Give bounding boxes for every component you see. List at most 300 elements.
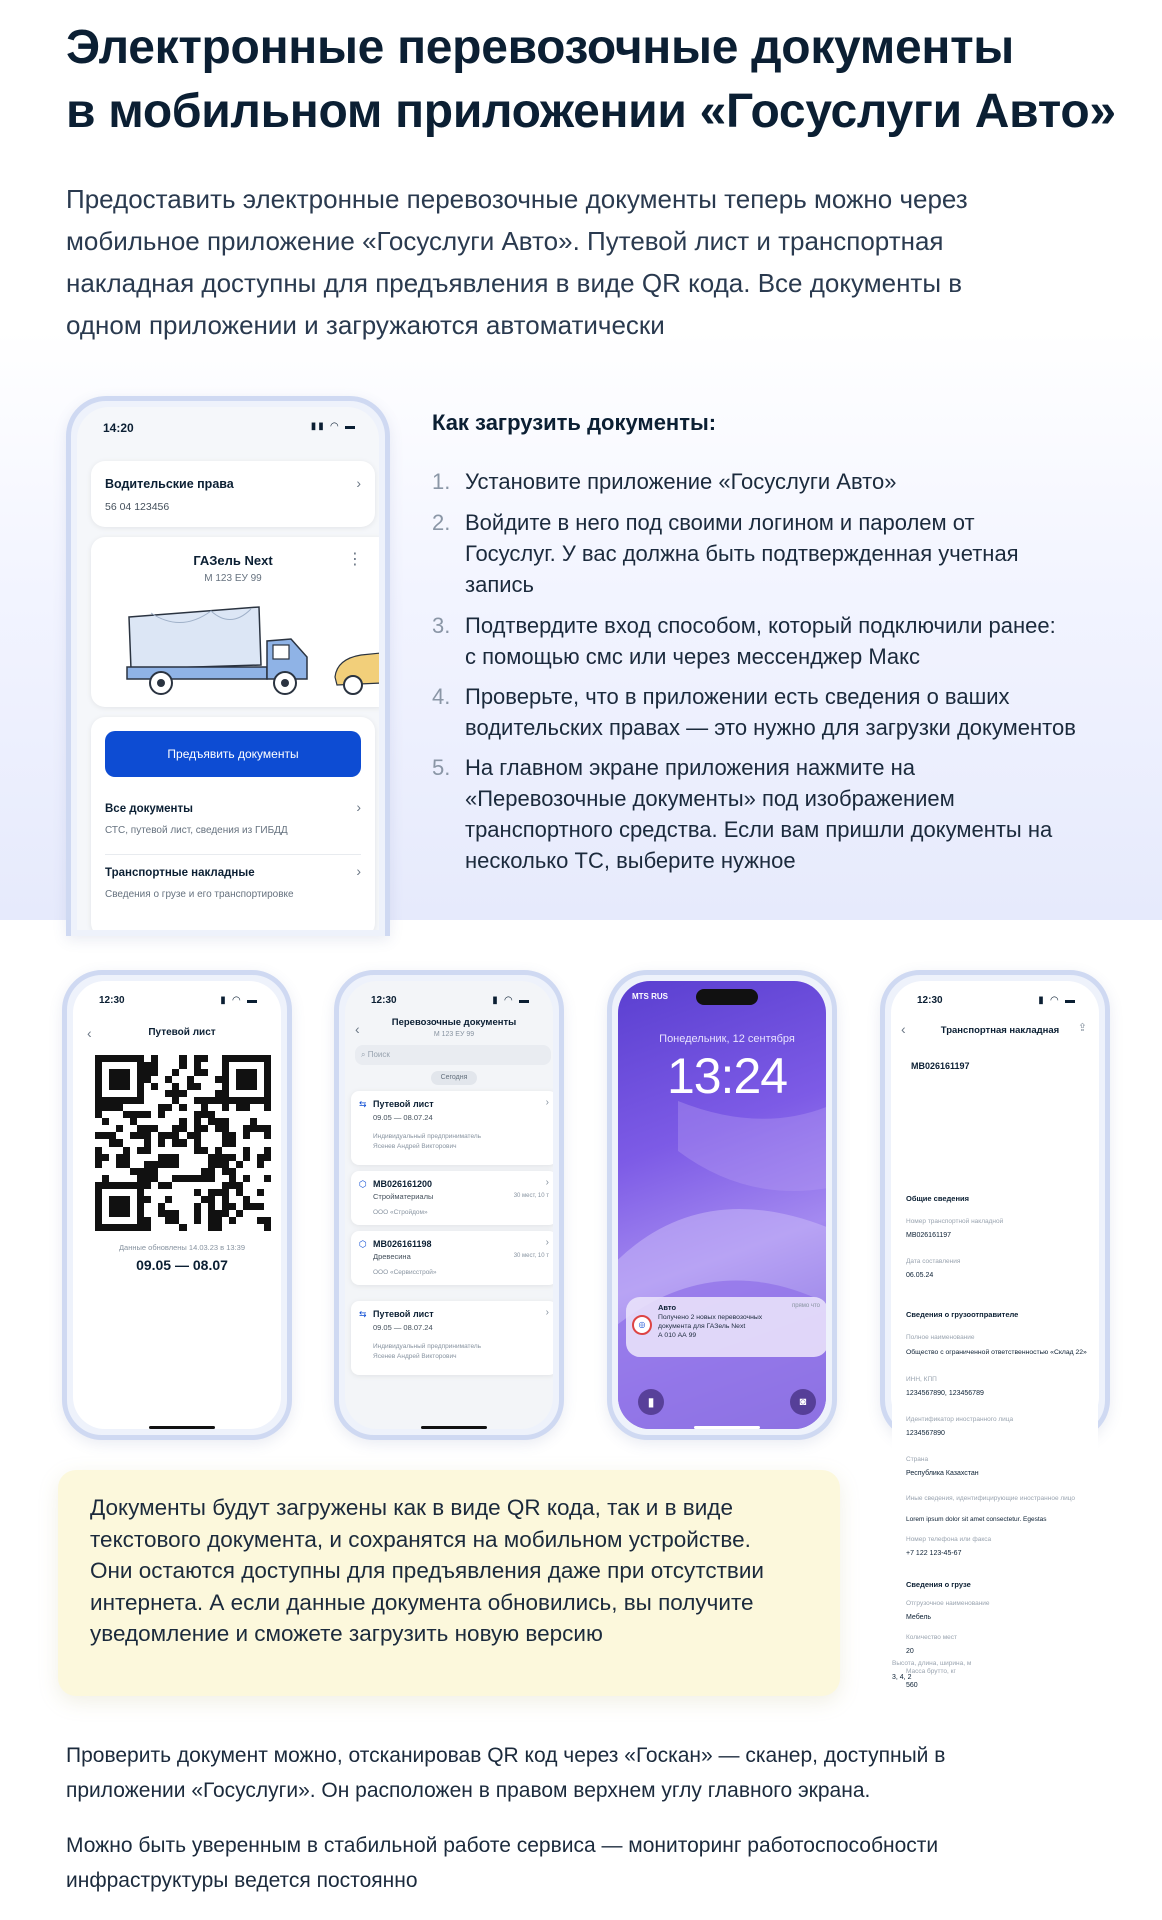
home-indicator (149, 1426, 215, 1429)
qr-module (243, 1147, 250, 1154)
qr-module (194, 1062, 201, 1069)
chevron-right-icon: › (545, 1097, 549, 1108)
qr-module (116, 1132, 123, 1139)
qr-module (215, 1069, 222, 1076)
qr-module (243, 1182, 250, 1189)
qr-module (257, 1203, 264, 1210)
qr-module (109, 1139, 116, 1146)
qr-module (229, 1161, 236, 1168)
all-documents-title: Все документы (105, 803, 193, 815)
qr-module (215, 1175, 222, 1182)
qr-module (222, 1224, 229, 1231)
qr-module (130, 1175, 137, 1182)
qr-module (151, 1083, 158, 1090)
qr-module (236, 1154, 243, 1161)
qr-module (215, 1125, 222, 1132)
qr-module (165, 1062, 172, 1069)
qr-module (215, 1217, 222, 1224)
qr-module (264, 1182, 271, 1189)
qr-module (229, 1055, 236, 1062)
qr-module (172, 1083, 179, 1090)
qr-module (179, 1118, 186, 1125)
qr-module (123, 1196, 130, 1203)
qr-module (95, 1069, 102, 1076)
qr-module (229, 1203, 236, 1210)
qr-module (201, 1118, 208, 1125)
qr-module (102, 1076, 109, 1083)
qr-module (236, 1090, 243, 1097)
chevron-right-icon: › (356, 475, 361, 491)
qr-module (229, 1062, 236, 1069)
qr-module (229, 1139, 236, 1146)
qr-module (158, 1097, 165, 1104)
qr-module (264, 1125, 271, 1132)
qr-module (250, 1069, 257, 1076)
qr-module (236, 1118, 243, 1125)
qr-module (194, 1203, 201, 1210)
qr-module (130, 1147, 137, 1154)
qr-module (179, 1055, 186, 1062)
qr-module (215, 1203, 222, 1210)
list-item[interactable]: ⇆ Путевой лист 09.05 — 08.07.24 Индивидуальный предприниматель Ясенев Андрей Викторович › (351, 1091, 553, 1165)
dynamic-island (696, 989, 758, 1005)
qr-module (123, 1090, 130, 1097)
qr-module (116, 1203, 123, 1210)
qr-module (137, 1083, 144, 1090)
qr-module (215, 1210, 222, 1217)
share-icon[interactable]: ⇪ (1077, 1022, 1087, 1034)
qr-module (201, 1217, 208, 1224)
chevron-right-icon: › (545, 1237, 549, 1248)
qr-module (109, 1132, 116, 1139)
qr-module (201, 1182, 208, 1189)
qr-module (151, 1104, 158, 1111)
qr-module (264, 1111, 271, 1118)
qr-module (229, 1090, 236, 1097)
qr-module (137, 1062, 144, 1069)
qr-module (109, 1118, 116, 1125)
qr-module (102, 1104, 109, 1111)
qr-module (250, 1182, 257, 1189)
qr-module (144, 1118, 151, 1125)
qr-module (236, 1055, 243, 1062)
list-item[interactable]: ⬡ МВ026161198 Древесина 30 мест, 10 т ООО «Сервисстрой» › (351, 1231, 553, 1285)
qr-module (109, 1111, 116, 1118)
qr-module (201, 1203, 208, 1210)
qr-module (208, 1161, 215, 1168)
qr-module (172, 1076, 179, 1083)
qr-module (95, 1132, 102, 1139)
qr-module (123, 1139, 130, 1146)
list-item[interactable]: ⇆ Путевой лист 09.05 — 08.07.24 Индивидуальный предприниматель Ясенев Андрей Викторович › (351, 1301, 553, 1375)
qr-module (179, 1196, 186, 1203)
qr-module (222, 1090, 229, 1097)
qr-module (194, 1196, 201, 1203)
qr-module (116, 1224, 123, 1231)
qr-module (95, 1097, 102, 1104)
qr-module (144, 1055, 151, 1062)
qr-module (165, 1090, 172, 1097)
qr-module (194, 1104, 201, 1111)
phone-waybill-details: 12:30 ▮ ◠ ▬ ‹ Транспортная накладная ⇪ МВ026161197 (880, 970, 1110, 1440)
qr-module (194, 1217, 201, 1224)
qr-module (95, 1083, 102, 1090)
qr-module (151, 1147, 158, 1154)
qr-module (187, 1196, 194, 1203)
qr-module (187, 1076, 194, 1083)
qr-module (236, 1210, 243, 1217)
qr-module (250, 1224, 257, 1231)
qr-module (144, 1147, 151, 1154)
qr-module (222, 1139, 229, 1146)
qr-module (222, 1132, 229, 1139)
back-chevron-icon[interactable]: ‹ (355, 1021, 360, 1037)
qr-module (222, 1055, 229, 1062)
qr-module (158, 1217, 165, 1224)
qr-module (144, 1125, 151, 1132)
all-documents-row[interactable] (105, 799, 361, 855)
qr-module (165, 1118, 172, 1125)
qr-module (123, 1132, 130, 1139)
qr-module (222, 1125, 229, 1132)
qr-module (137, 1132, 144, 1139)
qr-module (229, 1104, 236, 1111)
qr-module (201, 1154, 208, 1161)
qr-module (109, 1182, 116, 1189)
qr-module (109, 1104, 116, 1111)
qr-module (130, 1168, 137, 1175)
qr-module (222, 1182, 229, 1189)
search-input[interactable]: ⌕ Поиск (355, 1045, 551, 1065)
qr-module (257, 1125, 264, 1132)
qr-module (208, 1203, 215, 1210)
qr-module (123, 1161, 130, 1168)
document-icon: ⇆ (359, 1099, 367, 1109)
qr-module (222, 1175, 229, 1182)
qr-module (222, 1161, 229, 1168)
qr-module (95, 1125, 102, 1132)
qr-module (194, 1224, 201, 1231)
qr-module (264, 1217, 271, 1224)
qr-module (208, 1069, 215, 1076)
qr-module (201, 1111, 208, 1118)
qr-module (236, 1161, 243, 1168)
qr-module (243, 1154, 250, 1161)
qr-module (151, 1076, 158, 1083)
qr-module (236, 1062, 243, 1069)
qr-module (208, 1139, 215, 1146)
qr-module (116, 1125, 123, 1132)
qr-module (95, 1196, 102, 1203)
vehicle-card[interactable] (91, 537, 379, 707)
qr-module (123, 1062, 130, 1069)
qr-module (229, 1168, 236, 1175)
qr-module (194, 1111, 201, 1118)
qr-module (158, 1175, 165, 1182)
push-notification[interactable]: ◎ Авто прямо что Получено 2 новых перевозочных документа для ГАЗель Next А 010 АА 99 (626, 1297, 826, 1357)
qr-module (264, 1196, 271, 1203)
documents-card (91, 717, 375, 930)
qr-module (158, 1182, 165, 1189)
qr-module (264, 1132, 271, 1139)
chevron-right-icon: › (356, 799, 361, 815)
qr-module (264, 1097, 271, 1104)
qr-module (257, 1168, 264, 1175)
qr-module (264, 1118, 271, 1125)
qr-module (194, 1154, 201, 1161)
qr-module (187, 1118, 194, 1125)
gosuslugi-app-icon: ◎ (632, 1315, 652, 1335)
qr-module (116, 1210, 123, 1217)
qr-module (179, 1132, 186, 1139)
back-chevron-icon[interactable]: ‹ (87, 1025, 92, 1041)
qr-module (215, 1168, 222, 1175)
qr-module (172, 1154, 179, 1161)
qr-module (95, 1104, 102, 1111)
waybills-row[interactable] (105, 863, 361, 919)
qr-module (264, 1055, 271, 1062)
qr-module (194, 1168, 201, 1175)
qr-module (187, 1224, 194, 1231)
qr-module (236, 1196, 243, 1203)
qr-module (229, 1132, 236, 1139)
qr-module (264, 1104, 271, 1111)
qr-module (257, 1175, 264, 1182)
qr-module (208, 1175, 215, 1182)
offline-notice-card: Документы будут загружены как в виде QR кода, так и в виде текстового документа, и сохранятся на мобильном устройстве. Они остаются доступны для предъявления даже при отсутствии интернета. А если данные документа обновились, вы получите уведомление и сможете загрузить новую версию (58, 1470, 840, 1696)
qr-module (102, 1154, 109, 1161)
flashlight-icon[interactable]: ▮ (638, 1389, 664, 1415)
qr-module (229, 1182, 236, 1189)
qr-module (250, 1196, 257, 1203)
qr-module (222, 1203, 229, 1210)
qr-module (194, 1147, 201, 1154)
qr-module (215, 1104, 222, 1111)
phone-lock-screen (607, 970, 837, 1440)
qr-module (208, 1147, 215, 1154)
qr-module (250, 1062, 257, 1069)
qr-module (116, 1175, 123, 1182)
qr-module (179, 1076, 186, 1083)
qr-module (123, 1147, 130, 1154)
qr-module (243, 1224, 250, 1231)
qr-module (187, 1069, 194, 1076)
qr-module (165, 1055, 172, 1062)
qr-module (215, 1224, 222, 1231)
qr-module (158, 1161, 165, 1168)
chevron-right-icon: › (545, 1177, 549, 1188)
qr-module (187, 1111, 194, 1118)
qr-module (151, 1168, 158, 1175)
qr-module (109, 1083, 116, 1090)
qr-module (130, 1090, 137, 1097)
qr-module (116, 1196, 123, 1203)
qr-module (236, 1111, 243, 1118)
qr-module (201, 1090, 208, 1097)
qr-module (137, 1139, 144, 1146)
qr-module (257, 1224, 264, 1231)
qr-module (215, 1118, 222, 1125)
qr-module (130, 1196, 137, 1203)
qr-module (229, 1196, 236, 1203)
qr-module (102, 1083, 109, 1090)
qr-module (172, 1118, 179, 1125)
qr-module (208, 1097, 215, 1104)
qr-module (116, 1055, 123, 1062)
qr-module (116, 1189, 123, 1196)
qr-module (257, 1104, 264, 1111)
qr-module (144, 1168, 151, 1175)
qr-module (130, 1055, 137, 1062)
qr-module (208, 1111, 215, 1118)
qr-module (250, 1076, 257, 1083)
qr-module (165, 1111, 172, 1118)
qr-module (102, 1147, 109, 1154)
qr-module (165, 1217, 172, 1224)
qr-module (137, 1224, 144, 1231)
qr-module (208, 1083, 215, 1090)
qr-module (222, 1154, 229, 1161)
qr-module (187, 1062, 194, 1069)
qr-module (179, 1111, 186, 1118)
qr-module (165, 1132, 172, 1139)
qr-module (116, 1090, 123, 1097)
qr-module (194, 1210, 201, 1217)
qr-module (144, 1062, 151, 1069)
qr-module (144, 1224, 151, 1231)
qr-module (243, 1111, 250, 1118)
qr-module (215, 1132, 222, 1139)
screen-title: Путевой лист (148, 1027, 216, 1038)
qr-module (215, 1055, 222, 1062)
qr-module (236, 1139, 243, 1146)
qr-module (109, 1090, 116, 1097)
qr-module (187, 1104, 194, 1111)
qr-module (243, 1175, 250, 1182)
qr-module (187, 1154, 194, 1161)
qr-module (222, 1118, 229, 1125)
qr-module (236, 1076, 243, 1083)
qr-module (123, 1111, 130, 1118)
back-chevron-icon[interactable]: ‹ (901, 1021, 906, 1037)
qr-module (130, 1097, 137, 1104)
qr-module (187, 1132, 194, 1139)
qr-module (222, 1168, 229, 1175)
instructions-heading: Как загрузить документы: (432, 410, 717, 435)
qr-module (243, 1189, 250, 1196)
package-icon: ⬡ (359, 1239, 367, 1249)
qr-module (250, 1090, 257, 1097)
qr-module (158, 1118, 165, 1125)
license-number: 56 04 123456 (105, 501, 170, 513)
qr-module (179, 1090, 186, 1097)
qr-module (264, 1203, 271, 1210)
qr-module (264, 1139, 271, 1146)
qr-module (236, 1217, 243, 1224)
screen-title: Перевозочные документы (391, 1017, 517, 1028)
qr-module (123, 1154, 130, 1161)
qr-module (179, 1217, 186, 1224)
qr-module (172, 1182, 179, 1189)
qr-module (215, 1083, 222, 1090)
qr-module (102, 1125, 109, 1132)
qr-module (109, 1125, 116, 1132)
qr-module (201, 1168, 208, 1175)
qr-module (201, 1125, 208, 1132)
qr-module (194, 1083, 201, 1090)
qr-module (179, 1168, 186, 1175)
phone-main-screen (66, 396, 390, 936)
qr-module (179, 1154, 186, 1161)
qr-module (158, 1132, 165, 1139)
qr-module (215, 1154, 222, 1161)
package-icon: ⬡ (359, 1179, 367, 1189)
qr-module (158, 1168, 165, 1175)
qr-module (264, 1175, 271, 1182)
qr-module (95, 1090, 102, 1097)
more-vertical-icon[interactable]: ⋮ (347, 551, 363, 568)
qr-module (201, 1097, 208, 1104)
qr-module (243, 1118, 250, 1125)
qr-module (151, 1125, 158, 1132)
qr-module (137, 1104, 144, 1111)
qr-module (137, 1154, 144, 1161)
license-card[interactable] (91, 461, 375, 527)
qr-module (102, 1168, 109, 1175)
qr-module (123, 1083, 130, 1090)
qr-module (215, 1196, 222, 1203)
qr-module (222, 1111, 229, 1118)
qr-module (179, 1147, 186, 1154)
qr-module (123, 1104, 130, 1111)
camera-icon[interactable]: ◙ (790, 1389, 816, 1415)
qr-module (229, 1224, 236, 1231)
qr-module (123, 1055, 130, 1062)
qr-module (158, 1139, 165, 1146)
qr-module (116, 1139, 123, 1146)
qr-module (165, 1069, 172, 1076)
qr-module (236, 1069, 243, 1076)
qr-module (130, 1161, 137, 1168)
qr-module (229, 1175, 236, 1182)
qr-module (222, 1217, 229, 1224)
qr-module (194, 1055, 201, 1062)
qr-module (151, 1224, 158, 1231)
qr-module (144, 1132, 151, 1139)
qr-module (137, 1118, 144, 1125)
qr-module (95, 1055, 102, 1062)
qr-module (144, 1154, 151, 1161)
present-documents-button[interactable]: Предъявить документы (105, 731, 361, 777)
qr-module (137, 1069, 144, 1076)
qr-module (158, 1196, 165, 1203)
qr-module (137, 1182, 144, 1189)
qr-module (243, 1055, 250, 1062)
list-item[interactable]: ⬡ МВ026161200 Стройматериалы 30 мест, 10 т ООО «Стройдом» › (351, 1171, 553, 1225)
qr-module (137, 1111, 144, 1118)
qr-module (243, 1069, 250, 1076)
qr-module (208, 1055, 215, 1062)
document-icon: ⇆ (359, 1309, 367, 1319)
qr-module (215, 1189, 222, 1196)
qr-module (236, 1182, 243, 1189)
qr-module (201, 1189, 208, 1196)
qr-module (144, 1189, 151, 1196)
qr-module (229, 1189, 236, 1196)
qr-module (236, 1147, 243, 1154)
qr-module (158, 1147, 165, 1154)
qr-module (102, 1097, 109, 1104)
